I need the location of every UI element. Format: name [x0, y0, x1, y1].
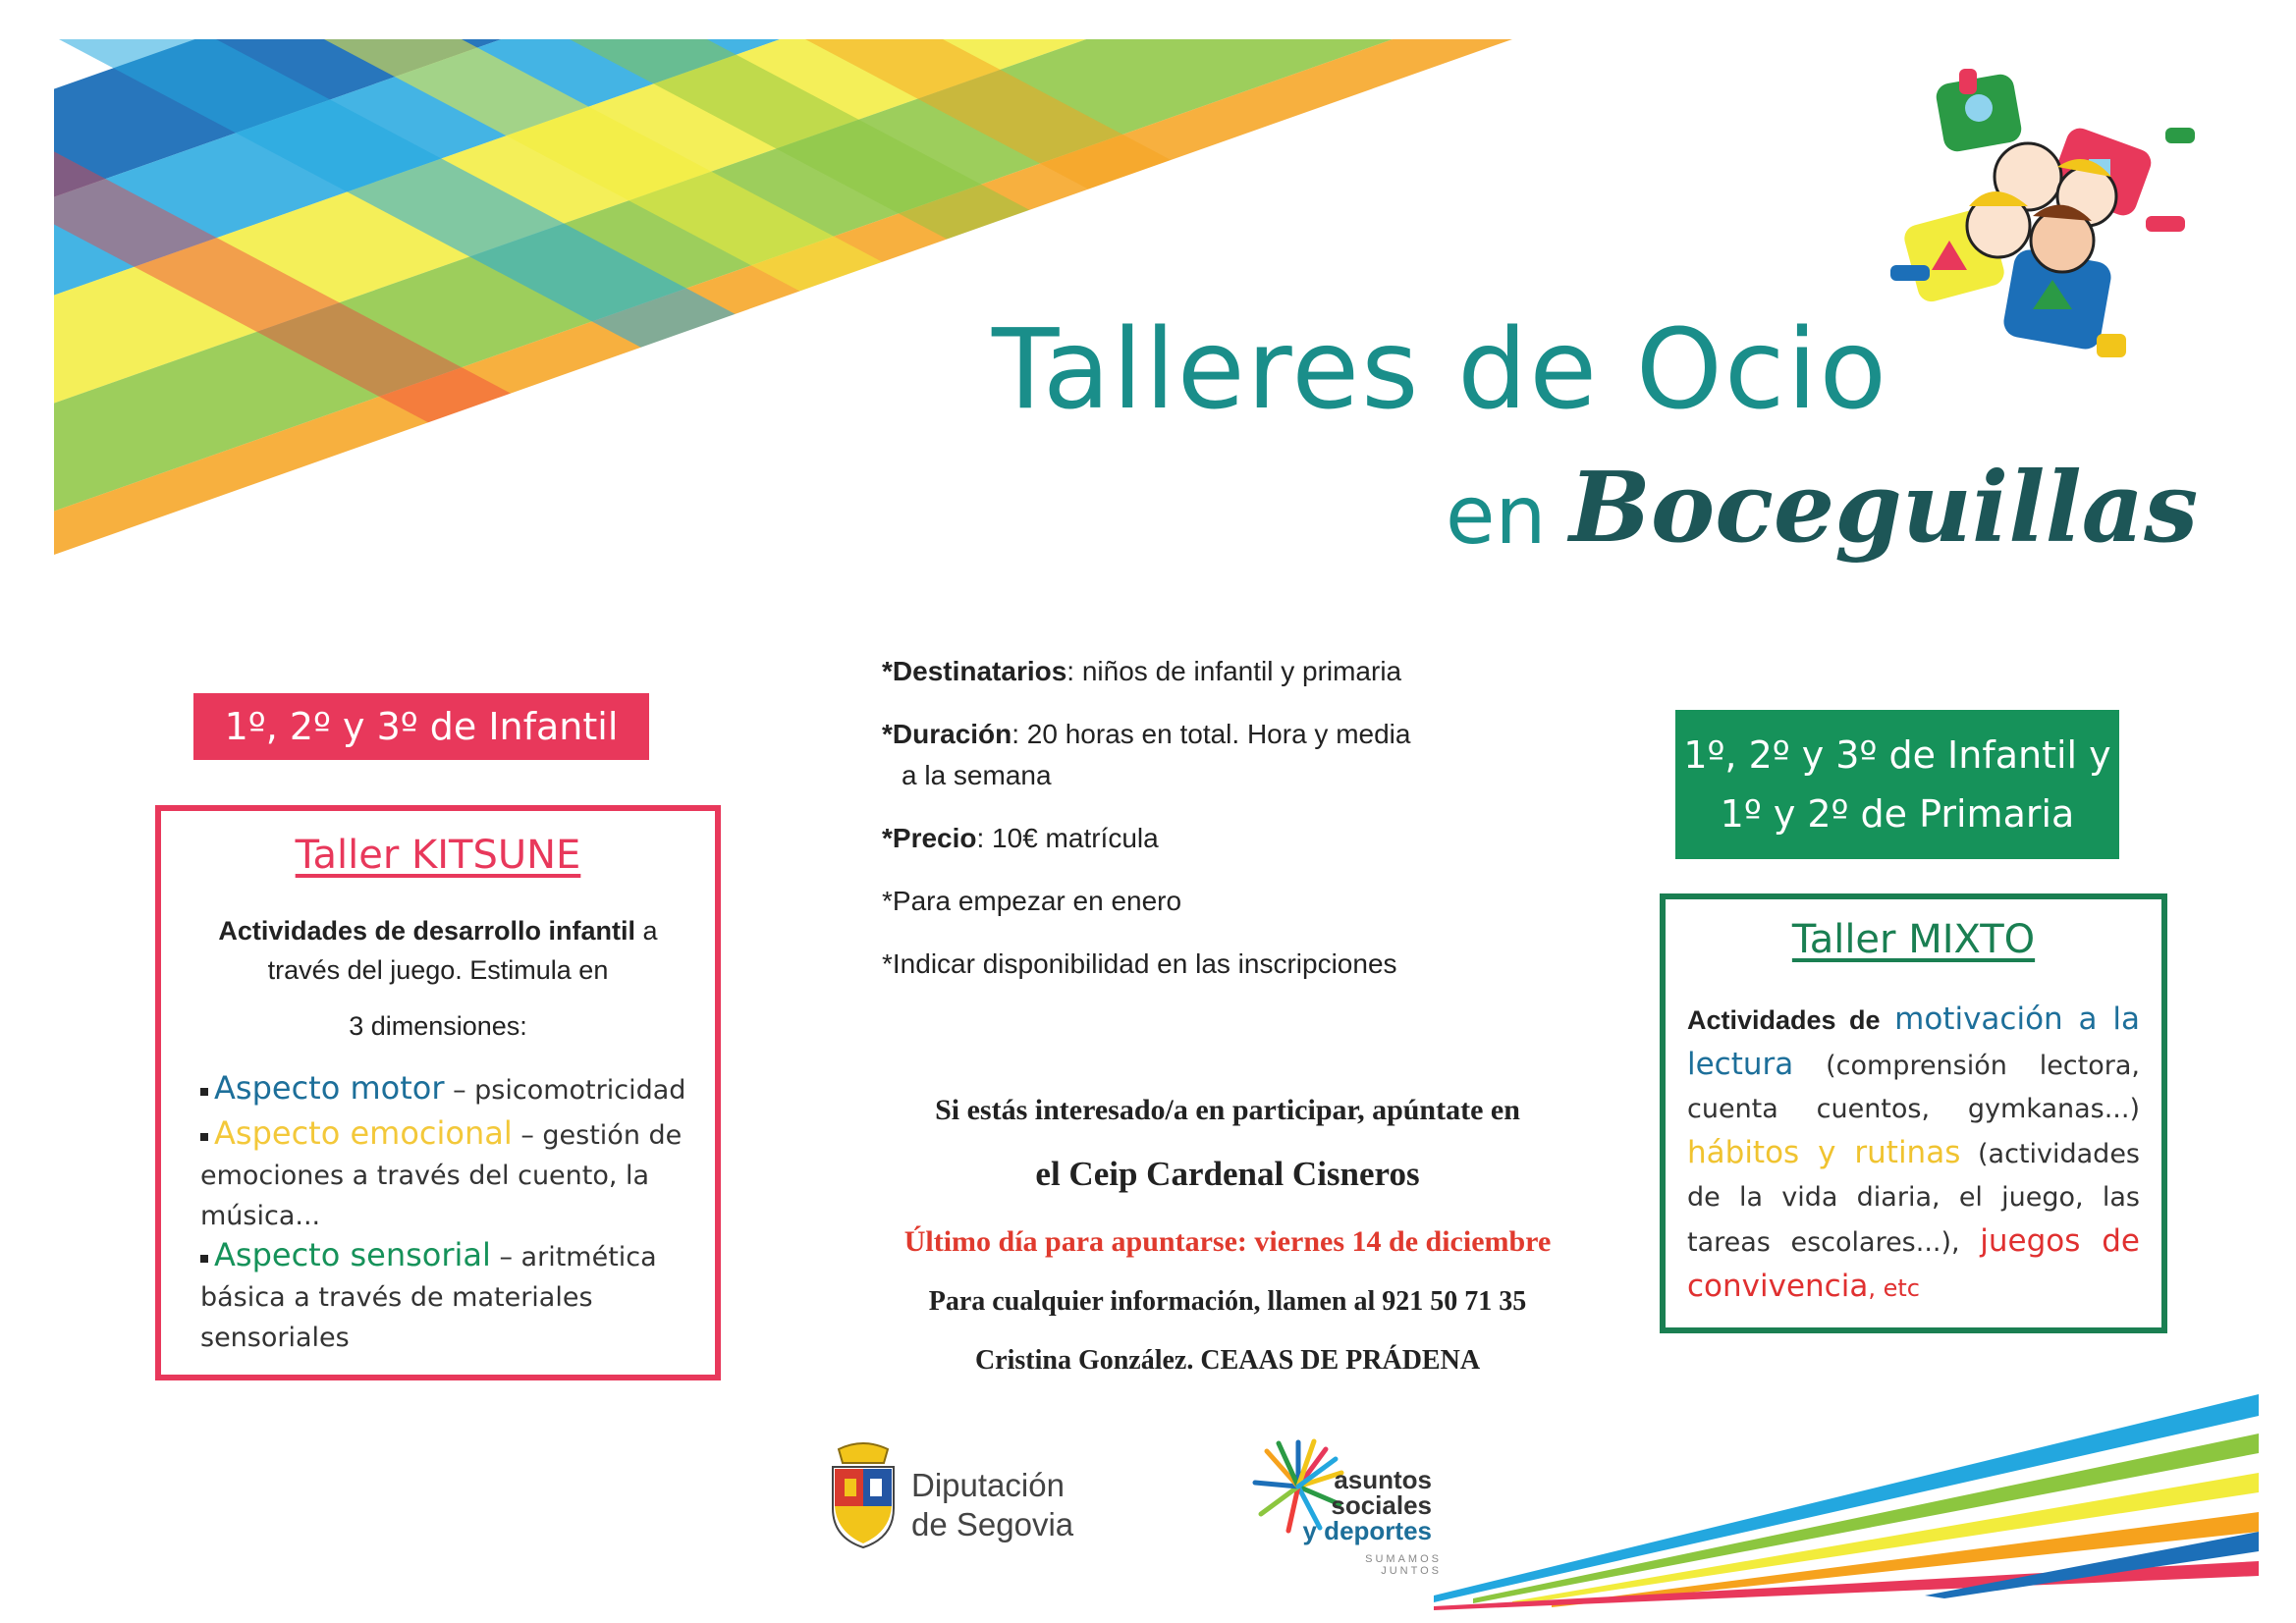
aspect-emocional-desc: – gestión de emociones a través del cuento, la música... [200, 1120, 683, 1231]
asuntos-line3: y deportes [1302, 1516, 1432, 1545]
mixto-audience-line2: 1º y 2º de Primaria [1720, 792, 2075, 836]
stripes-banner [0, 0, 1532, 569]
kitsune-audience-tag: 1º, 2º y 3º de Infantil [193, 693, 649, 760]
info-duracion-cont: a la semana [902, 760, 1052, 790]
bullet-icon [200, 1088, 208, 1096]
kitsune-intro-rest: a través del juego. Estimula en [267, 916, 658, 985]
aspect-motor-name: Aspecto motor [214, 1069, 445, 1107]
mixto-audience-tag [1675, 710, 2119, 859]
info-precio-value: : 10€ matrícula [976, 823, 1159, 853]
mixto-title: Taller MIXTO [1791, 917, 2036, 962]
aspect-sensorial-desc: – aritmética básica a través de materiales sensoriales [200, 1242, 657, 1353]
mixto-juegos: juegos de convivencia [1687, 1223, 2140, 1304]
mixto-motivacion-desc: (comprensión lectora, cuenta cuentos, gymkanas...) [1687, 1051, 2140, 1124]
info-duracion-label: *Duración [882, 719, 1012, 749]
corner-stripes [1434, 1375, 2278, 1610]
aspect-sensorial [200, 1235, 691, 1358]
info-duracion [882, 719, 1410, 750]
info-destinatarios-value: : niños de infantil y primaria [1066, 656, 1402, 686]
bullet-icon [200, 1255, 208, 1263]
mixto-habitos: hábitos y rutinas [1687, 1135, 1961, 1170]
title-place: Boceguillas [1569, 452, 2199, 565]
info-duracion-value: : 20 horas en total. Hora y media [1011, 719, 1411, 749]
kitsune-dimensions: 3 dimensiones: [349, 1011, 527, 1041]
kitsune-intro-bold: Actividades de desarrollo infantil [218, 916, 636, 946]
aspect-sensorial-name: Aspecto sensorial [214, 1236, 491, 1273]
mixto-motivacion: motivación a la lectura [1687, 1001, 2140, 1082]
mixto-box [1660, 893, 2167, 1333]
asuntos-line2: sociales [1331, 1490, 1432, 1520]
aspect-emocional-name: Aspecto emocional [214, 1114, 513, 1152]
aspect-motor-desc: – psicomotricidad [444, 1075, 686, 1106]
diputacion-line2: de Segovia [911, 1506, 1074, 1542]
aspect-motor [200, 1068, 691, 1110]
bullet-icon [200, 1133, 208, 1141]
cta-contact: Para cualquier información, llamen al 921 50 71 35 [928, 1286, 1527, 1317]
cta-person: Cristina González. CEAAS DE PRÁDENA [974, 1345, 1481, 1376]
mixto-habitos-desc: (actividades de la vida diaria, el juego, las tareas escolares...), [1687, 1139, 2141, 1258]
asuntos-tagline: SUMAMOS JUNTOS [1365, 1553, 1442, 1577]
mixto-description [1687, 998, 2140, 1310]
info-inicio: *Para empezar en enero [882, 886, 1182, 916]
mixto-lead: Actividades de [1687, 1005, 1881, 1035]
mixto-audience-line1: 1º, 2º y 3º de Infantil y [1683, 733, 2111, 777]
info-disponibilidad: *Indicar disponibilidad en las inscripciones [882, 948, 1397, 979]
kitsune-box [155, 805, 721, 1380]
mixto-etc: , etc [1868, 1274, 1920, 1302]
aspect-emocional [200, 1113, 691, 1236]
info-destinatarios-label: *Destinatarios [882, 656, 1067, 686]
info-precio [882, 823, 1159, 854]
asuntos-line1: asuntos [1334, 1465, 1432, 1494]
cta-deadline: Último día para apuntarse: viernes 14 de diciembre [903, 1225, 1552, 1258]
cta-school: el Ceip Cardenal Cisneros [1035, 1155, 1420, 1193]
kitsune-title: Taller KITSUNE [295, 833, 581, 878]
children-illustration [1871, 69, 2205, 373]
kitsune-intro [191, 911, 685, 990]
info-destinatarios [882, 656, 1401, 687]
title-prefix: en [1446, 469, 1547, 563]
info-precio-label: *Precio [882, 823, 977, 853]
diputacion-shield-logo [827, 1441, 900, 1549]
diputacion-line1: Diputación [911, 1467, 1065, 1503]
page-title: Talleres de Ocio [992, 306, 1889, 434]
cta-line1: Si estás interesado/a en participar, apúntate en [935, 1094, 1520, 1126]
